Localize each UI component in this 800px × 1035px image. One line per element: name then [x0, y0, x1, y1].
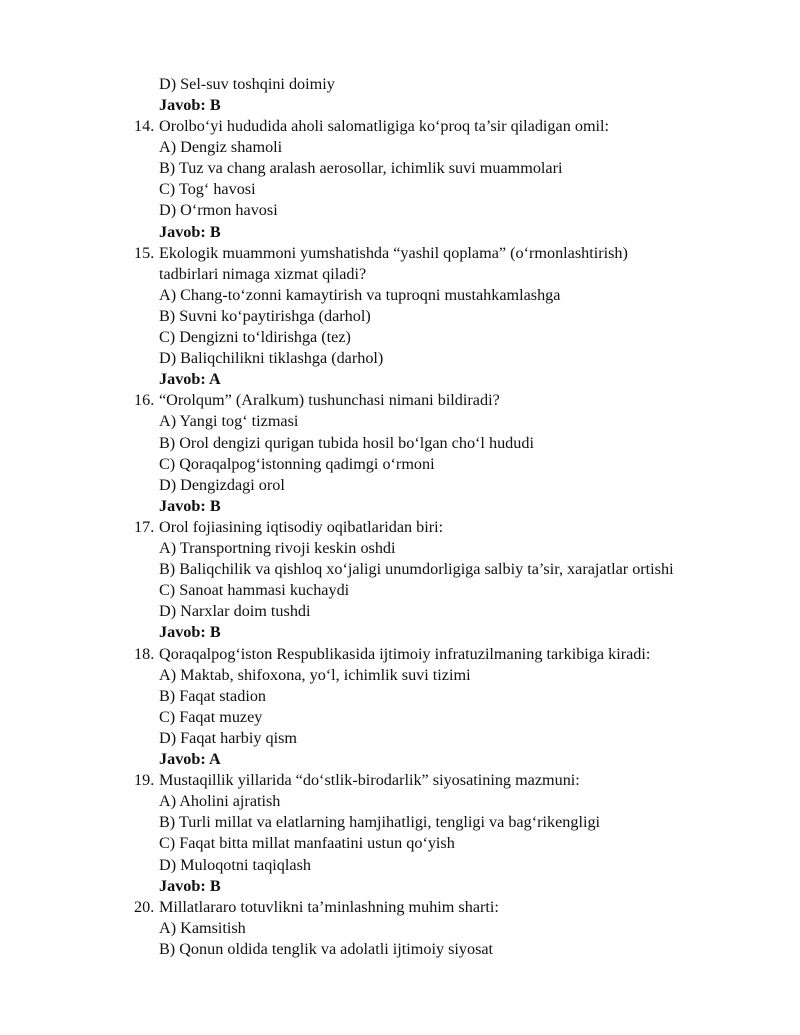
question-line	[0, 897, 800, 918]
answer-option: D) Narxlar doim tushdi	[159, 602, 311, 621]
answer-option: C) Sanoat hammasi kuchaydi	[159, 581, 350, 600]
answer-option: C) Qoraqalpog‘istonning qadimgi o‘rmoni	[159, 454, 435, 473]
question-line	[0, 644, 800, 665]
answer-option: D) O‘rmon havosi	[159, 201, 278, 220]
correct-answer	[159, 222, 221, 243]
answer-option: A) Chang-to‘zonni kamaytirish va tuproqni mustahkamlashga	[159, 285, 561, 304]
question-text: “Orolqum” (Aralkum) tushunchasi nimani bildiradi?	[159, 391, 500, 410]
question-text: Orol fojiasining iqtisodiy oqibatlaridan biri:	[159, 517, 444, 536]
correct-answer	[159, 876, 221, 897]
answer-value: A	[208, 750, 221, 768]
answer-option: C) Tog‘ havosi	[159, 180, 256, 199]
correct-answer	[159, 622, 221, 643]
answer-label: Javob:	[159, 96, 206, 114]
prior-question-option-d: D) Sel-suv toshqini doimiy	[159, 75, 335, 93]
answer-option: B) Tuz va chang aralash aerosollar, ichimlik suvi muammolari	[159, 159, 563, 178]
answer-label: Javob:	[159, 496, 206, 515]
question-text-continuation: tadbirlari nimaga xizmat qiladi?	[159, 264, 367, 283]
answer-option: D) Baliqchilikni tiklashga (darhol)	[159, 349, 384, 368]
answer-option: D) Muloqotni taqiqlash	[159, 855, 311, 874]
answer-value: B	[209, 222, 221, 241]
correct-answer	[159, 496, 221, 517]
question-text: Mustaqillik yillarida “do‘stlik-birodarlik” siyosatining mazmuni:	[159, 771, 580, 790]
answer-option: B) Faqat stadion	[159, 686, 267, 705]
answer-label: Javob:	[159, 623, 206, 642]
answer-label: Javob:	[159, 222, 206, 241]
answer-value: B	[209, 876, 221, 895]
question-text: Orolbo‘yi hududida aholi salomatligiga ko‘proq ta’sir qiladigan omil:	[159, 117, 610, 135]
question-number: 18.	[134, 644, 155, 663]
answer-option: B) Orol dengizi qurigan tubida hosil bo‘lgan cho‘l hududi	[159, 433, 534, 452]
correct-answer	[159, 749, 221, 770]
question-number: 15.	[134, 243, 155, 262]
correct-answer	[159, 369, 221, 390]
answer-option: B) Baliqchilik va qishloq xo‘jaligi unumdorligiga salbiy ta’sir, xarajatlar ortishi	[159, 560, 674, 579]
prior-question-answer	[159, 95, 221, 116]
answer-label: Javob:	[159, 876, 206, 895]
answer-option: D) Faqat harbiy qism	[159, 728, 298, 747]
answer-option: C) Dengizni to‘ldirishga (tez)	[159, 328, 351, 346]
answer-option: A) Aholini ajratish	[159, 792, 281, 811]
question-line	[0, 770, 800, 791]
answer-option: C) Faqat bitta millat manfaatini ustun qo‘yish	[159, 834, 455, 853]
answer-value: B	[209, 623, 221, 642]
question-text: Qoraqalpog‘iston Respublikasida ijtimoiy infratuzilmaning tarkibiga kiradi:	[159, 644, 651, 663]
answer-option: A) Dengiz shamoli	[159, 138, 283, 157]
question-line	[0, 390, 800, 411]
answer-value: A	[208, 370, 221, 389]
answer-option: A) Kamsitish	[159, 918, 246, 937]
question-number: 16.	[134, 391, 155, 410]
answer-label: Javob:	[159, 750, 206, 768]
question-number: 19.	[134, 771, 155, 790]
answer-option: B) Turli millat va elatlarning hamjihatligi, tengligi va bag‘rikengligi	[159, 813, 601, 832]
answer-value: B	[209, 496, 221, 515]
question-text: Millatlararo totuvlikni ta’minlashning muhim sharti:	[159, 897, 499, 916]
question-line	[0, 116, 800, 137]
question-text: Ekologik muammoni yumshatishda “yashil qoplama” (o‘rmonlashtirish)	[159, 243, 628, 262]
question-line	[0, 243, 800, 264]
answer-option: A) Transportning rivoji keskin oshdi	[159, 539, 396, 557]
answer-value: B	[209, 96, 221, 114]
answer-option: A) Yangi tog‘ tizmasi	[159, 412, 299, 431]
question-line	[0, 517, 800, 538]
question-number: 17.	[134, 517, 155, 536]
question-number: 14.	[134, 117, 155, 135]
answer-option: A) Maktab, shifoxona, yo‘l, ichimlik suvi tizimi	[159, 665, 471, 684]
answer-option: C) Faqat muzey	[159, 707, 263, 726]
answer-label: Javob:	[159, 370, 206, 389]
answer-option: B) Suvni ko‘paytirishga (darhol)	[159, 306, 371, 325]
answer-option: D) Dengizdagi orol	[159, 475, 285, 494]
answer-option: B) Qonun oldida tenglik va adolatli ijtimoiy siyosat	[159, 939, 494, 958]
question-number: 20.	[134, 897, 155, 916]
